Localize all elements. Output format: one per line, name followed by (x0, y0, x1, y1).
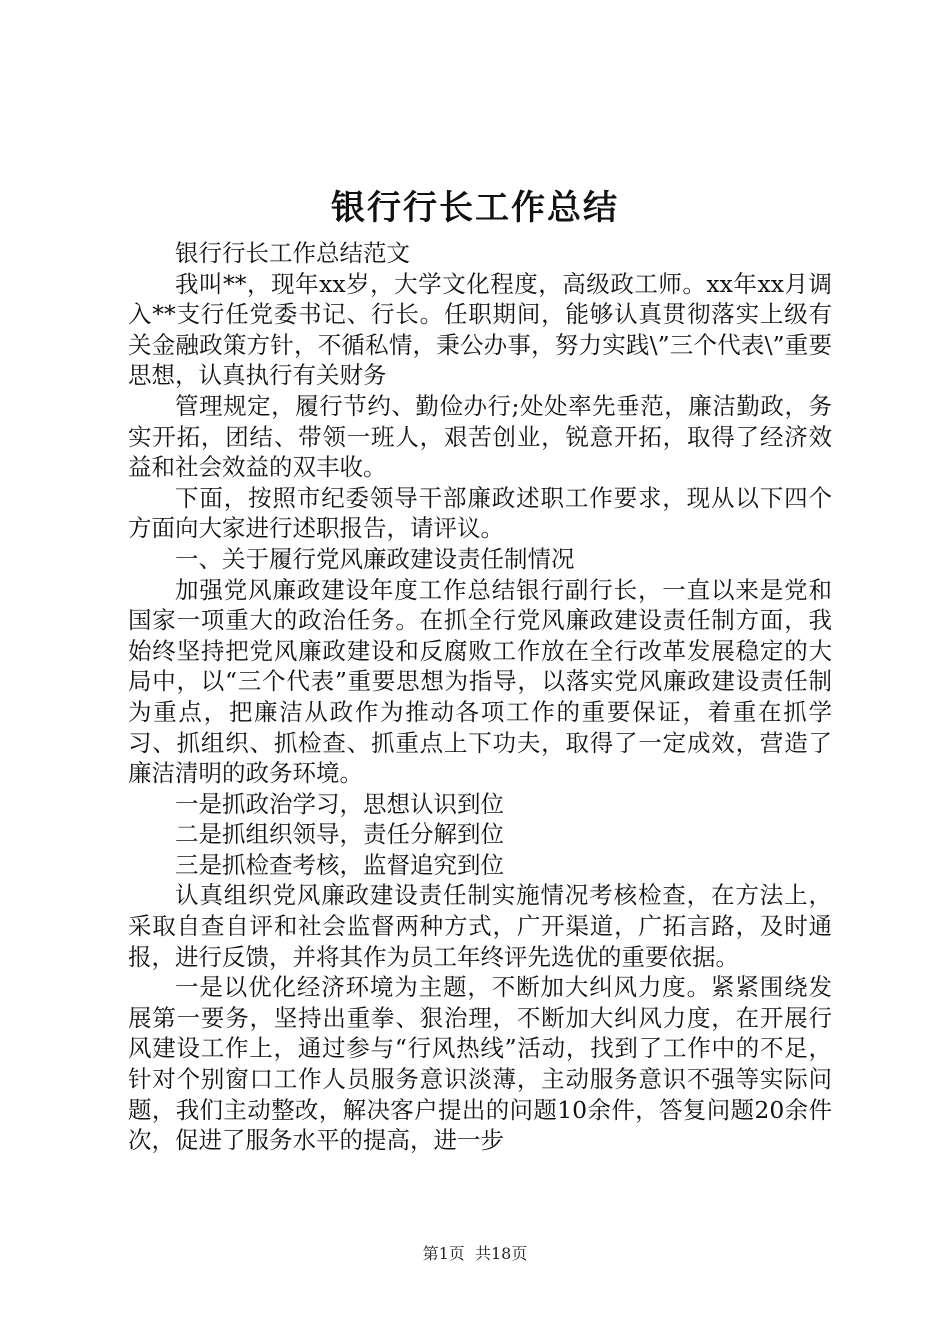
paragraph-introduction: 我叫**，现年xx岁，大学文化程度，高级政工师。xx年xx月调入**支行任党委书记、行长。任职期间，能够认真贯彻落实上级有关金融政策方针，不循私情，秉公办事，努力实践\”三个代表\”重要思想，认真执行有关财务 (128, 269, 832, 390)
paragraph-subtitle: 银行行长工作总结范文 (175, 239, 410, 267)
document-title: 银行行长工作总结 (331, 188, 619, 228)
list-item-organization: 二是抓组织领导，责任分解到位 (175, 820, 504, 849)
list-item-study: 一是抓政治学习，思想认识到位 (175, 789, 504, 818)
paragraph-assessment: 认真组织党风廉政建设责任制实施情况考核检查，在方法上，采取自查自评和社会监督两种方式，广开渠道，广拓言路，及时通报，进行反馈，并将其作为员工年终评先选优的重要依据。 (128, 881, 832, 971)
page-total: 共18页 (474, 1244, 528, 1263)
paragraph-party-building: 加强党风廉政建设年度工作总结银行副行长，一直以来是党和国家一项重大的政治任务。在抓全行党风廉政建设责任制方面，我始终坚持把党风廉政建设和反腐败工作放在全行改革发展稳定的大局中，以“三个代表”重要思想为指导，以落实党风廉政建设责任制为重点，把廉洁从政作为推动各项工作的重要保证，着重在抓学习、抓组织、抓检查、抓重点上下功夫，取得了一定成效，营造了廉洁清明的政务环境。 (128, 575, 832, 788)
page-footer (0, 1242, 950, 1266)
list-item-inspection: 三是抓检查考核，监督追究到位 (175, 850, 504, 879)
page-number: 第1页 (422, 1244, 465, 1263)
section-heading-1: 一、关于履行党风廉政建设责任制情况 (175, 544, 575, 573)
paragraph-management: 管理规定，履行节约、勤俭办行;处处率先垂范，廉洁勤政，务实开拓，团结、带领一班人，艰苦创业，锐意开拓，取得了经济效益和社会效益的双丰收。 (128, 391, 832, 482)
document-body (128, 238, 832, 1156)
paragraph-environment: 一是以优化经济环境为主题，不断加大纠风力度。紧紧围绕发展第一要务，坚持出重拳、狠治理，不断加大纠风力度，在开展行风建设工作上，通过参与“行风热线”活动，找到了工作中的不足，针对个别窗口工作人员服务意识淡薄，主动服务意识不强等实际问题，我们主动整改，解决客户提出的问题10余件，答复问题20余件次，促进了服务水平的提高，进一步 (128, 973, 832, 1155)
paragraph-report-intro: 下面，按照市纪委领导干部廉政述职工作要求，现从以下四个方面向大家进行述职报告，请评议。 (128, 483, 832, 543)
